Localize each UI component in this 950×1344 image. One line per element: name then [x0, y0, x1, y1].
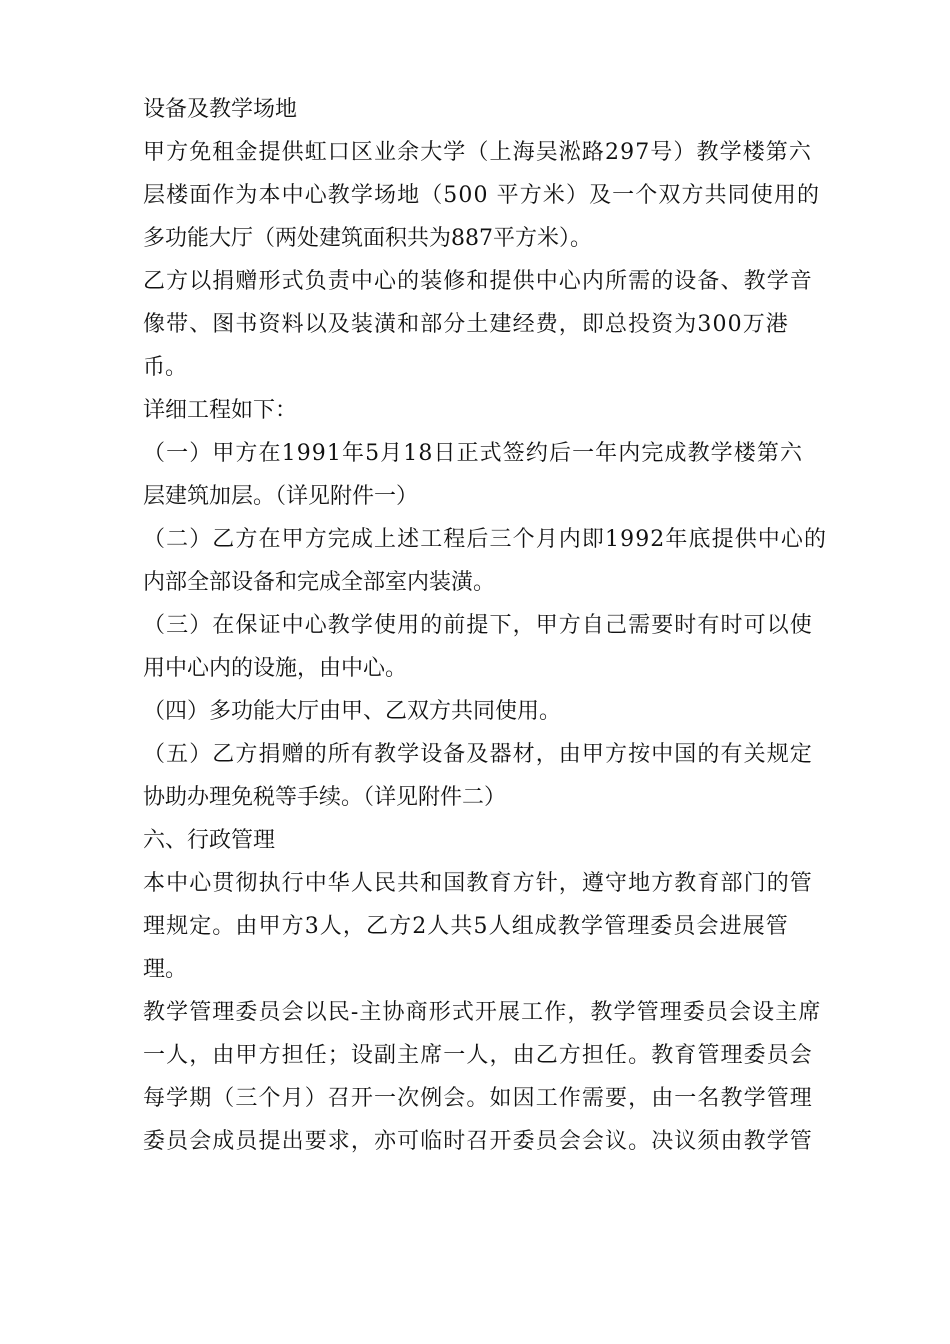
- list-item-1: （一）甲方在1991年5月18日正式签约后一年内完成教学楼第六: [143, 441, 804, 466]
- list-item-4: （四）多功能大厅由甲、乙双方共同使用。: [143, 699, 562, 724]
- document-body: [143, 88, 828, 1163]
- text-line: 乙方以捐赠形式负责中心的装修和提供中心内所需的设备、教学音: [143, 269, 813, 294]
- text-line: 币。: [143, 355, 188, 380]
- text-line: 一人，由甲方担任；设副主席一人，由乙方担任。教育管理委员会: [143, 1043, 813, 1068]
- text-line: 协助办理免税等手续。（详见附件二）: [143, 785, 507, 810]
- text-line: 多功能大厅（两处建筑面积共为887平方米）。: [143, 226, 592, 251]
- text-line: 用中心内的设施，由中心。: [143, 656, 408, 681]
- text-line: 像带、图书资料以及装潢和部分土建经费，即总投资为300万港: [143, 312, 789, 337]
- text-line: 教学管理委员会以民-主协商形式开展工作，教学管理委员会设主席: [143, 1000, 822, 1025]
- text-line: 理规定。由甲方3人，乙方2人共5人组成教学管理委员会进展管: [143, 914, 789, 939]
- text-line: 甲方免租金提供虹口区业余大学（上海吴淞路297号）教学楼第六: [143, 140, 812, 165]
- text-line: 内部全部设备和完成全部室内装潢。: [143, 570, 496, 595]
- heading-project-details: 详细工程如下：: [143, 398, 298, 423]
- list-item-3: （三）在保证中心教学使用的前提下，甲方自己需要时有时可以使: [143, 613, 813, 638]
- heading-facilities: 设备及教学场地: [143, 97, 298, 122]
- text-line: 本中心贯彻执行中华人民共和国教育方针，遵守地方教育部门的管: [143, 871, 813, 896]
- list-item-5: （五）乙方捐赠的所有教学设备及器材，由甲方按中国的有关规定: [143, 742, 813, 767]
- text-line: 每学期（三个月）召开一次例会。如因工作需要，由一名教学管理: [143, 1086, 813, 1111]
- text-line: 层建筑加层。（详见附件一）: [143, 484, 419, 509]
- text-line: 层楼面作为本中心教学场地（500 平方米）及一个双方共同使用的: [143, 183, 821, 208]
- text-line: 委员会成员提出要求，亦可临时召开委员会会议。决议须由教学管: [143, 1129, 813, 1154]
- list-item-2: （二）乙方在甲方完成上述工程后三个月内即1992年底提供中心的: [143, 527, 828, 552]
- heading-administration: 六、行政管理: [143, 828, 276, 853]
- text-line: 理。: [143, 957, 188, 982]
